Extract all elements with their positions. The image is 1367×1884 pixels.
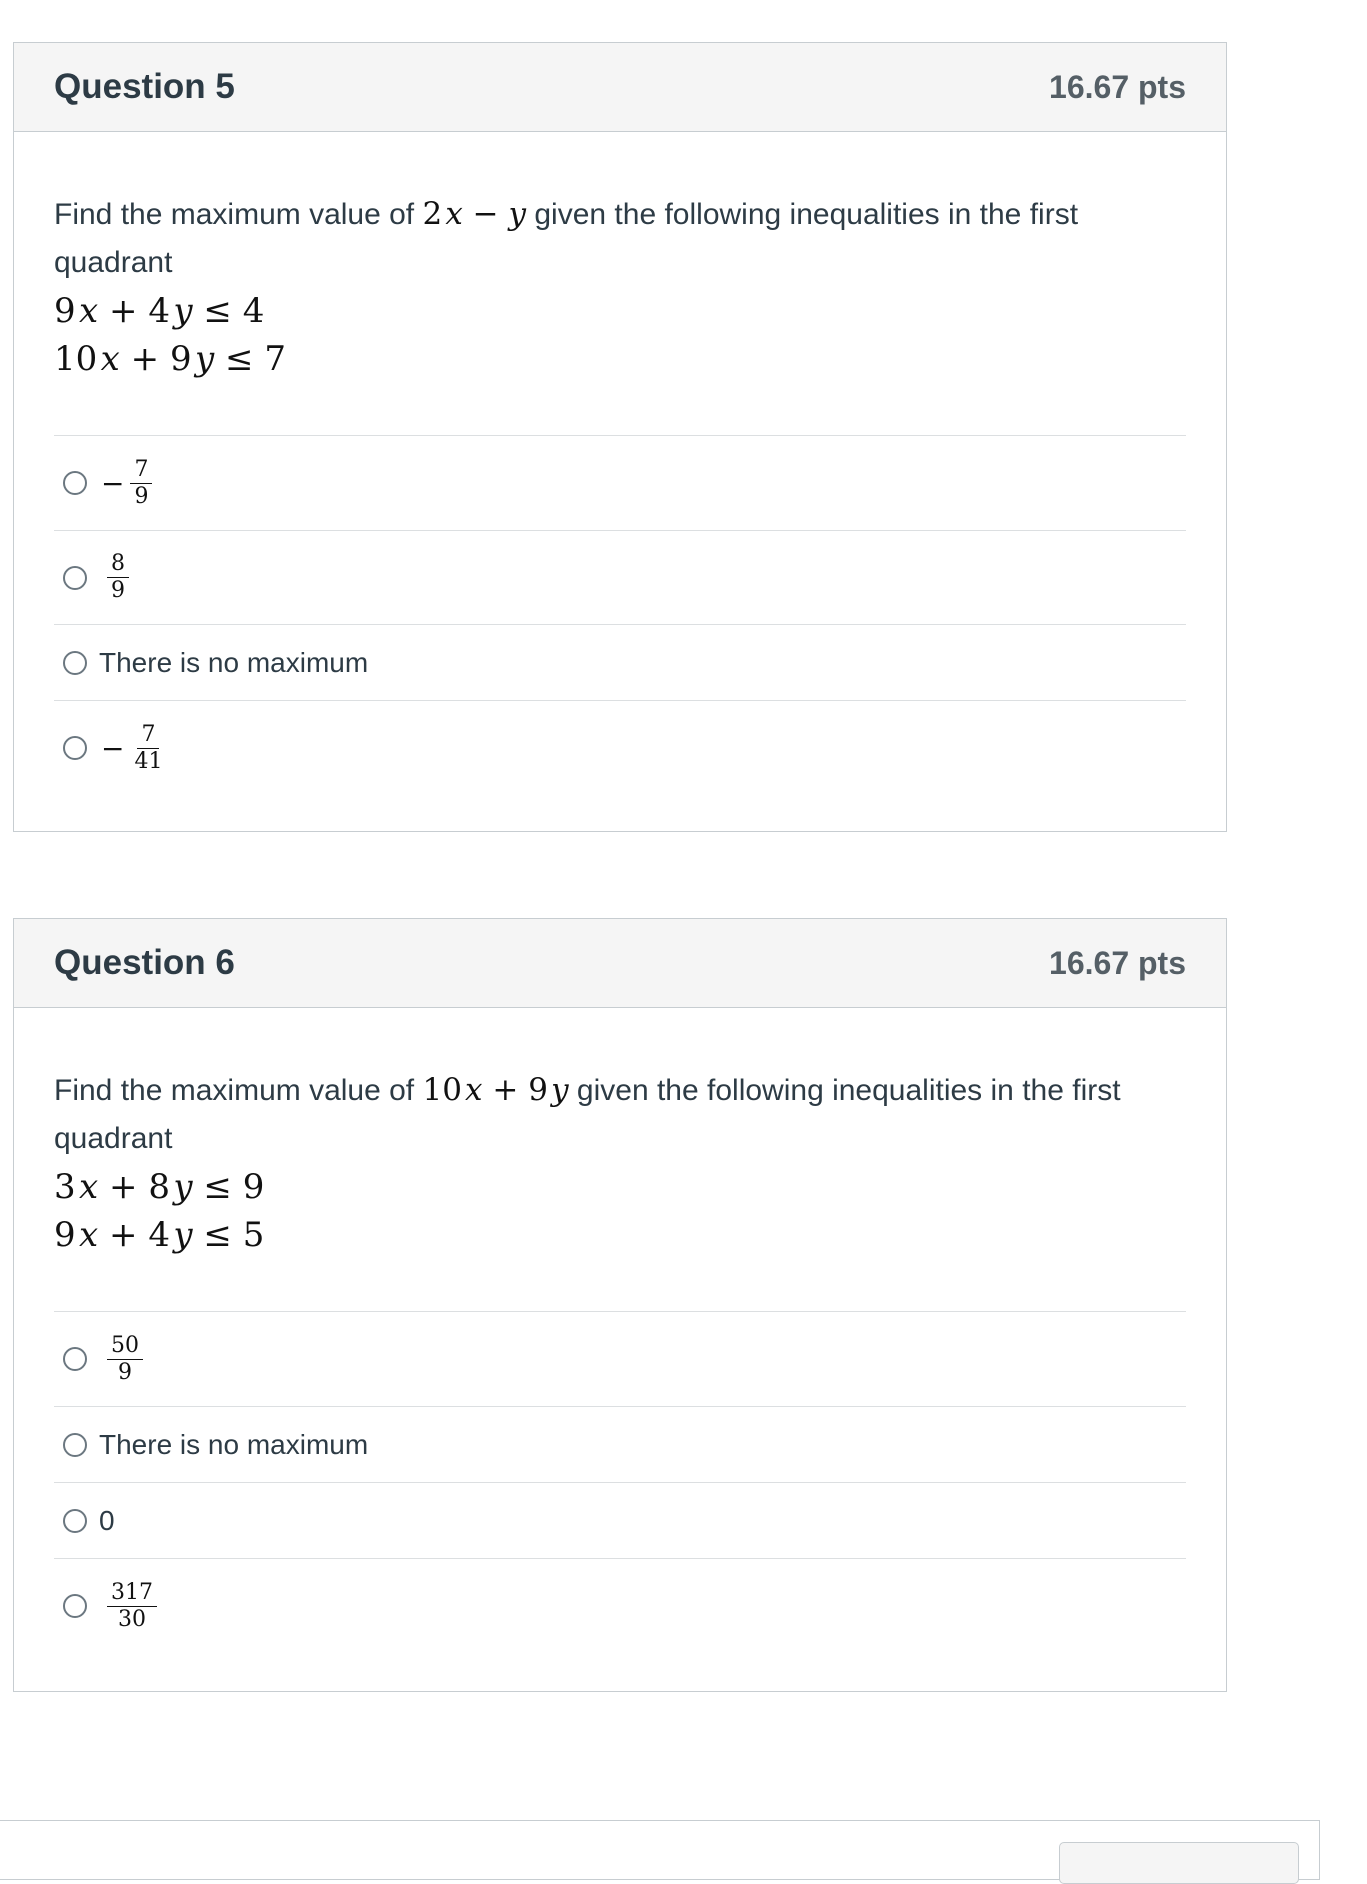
- answer-option[interactable]: [54, 701, 1186, 795]
- radio-button[interactable]: [63, 1594, 87, 1618]
- answer-fraction: $\frac{8}{9}$: [101, 551, 129, 604]
- question-text: [54, 190, 1186, 287]
- answer-option[interactable]: [54, 1483, 1186, 1559]
- answer-text: There is no maximum: [99, 1428, 369, 1460]
- question-title: Question 5: [54, 67, 235, 106]
- question-header: [14, 43, 1226, 132]
- answer-list: [54, 1311, 1186, 1653]
- objective-expression: 2 x − y: [422, 196, 527, 232]
- question-card-6: [13, 918, 1227, 1692]
- answer-option[interactable]: [54, 1559, 1186, 1653]
- question-title: Question 6: [54, 943, 235, 982]
- question-text-prefix: Find the maximum value of: [54, 1074, 415, 1107]
- question-points: 16.67 pts: [1049, 944, 1186, 981]
- radio-button[interactable]: [63, 566, 87, 590]
- answer-text: There is no maximum: [99, 646, 369, 678]
- radio-button[interactable]: [63, 1433, 87, 1457]
- answer-option[interactable]: [54, 1312, 1186, 1407]
- constraint-2: 10 x + 9 y ≤ 7: [54, 339, 286, 379]
- radio-button[interactable]: [63, 1347, 87, 1371]
- radio-button[interactable]: [63, 651, 87, 675]
- constraint-2: 9 x + 4 y ≤ 5: [54, 1215, 265, 1255]
- question-header: [14, 919, 1226, 1008]
- answer-fraction: $\frac{50}{9}$: [101, 1333, 143, 1386]
- answer-fraction: $\frac{317}{30}$: [101, 1580, 157, 1633]
- question-text: [54, 1066, 1186, 1163]
- constraint-1: 3 x + 8 y ≤ 9: [54, 1167, 265, 1207]
- question-body: [14, 1008, 1226, 1653]
- answer-option[interactable]: [54, 436, 1186, 531]
- footer-button[interactable]: [1059, 1842, 1299, 1884]
- answer-option[interactable]: [54, 1407, 1186, 1483]
- question-text-suffix: given the following inequalities in the first quadrant: [54, 1074, 1121, 1155]
- answer-text: 0: [99, 1504, 115, 1536]
- answer-fraction: − $\frac{7}{9}$: [101, 457, 152, 510]
- answer-list: [54, 435, 1186, 795]
- radio-button[interactable]: [63, 736, 87, 760]
- radio-button[interactable]: [63, 471, 87, 495]
- question-points: 16.67 pts: [1049, 68, 1186, 105]
- question-text-suffix: given the following inequalities in the first quadrant: [54, 198, 1079, 279]
- constraint-1: 9 x + 4 y ≤ 4: [54, 291, 265, 331]
- question-body: [14, 132, 1226, 795]
- radio-button[interactable]: [63, 1509, 87, 1533]
- question-text-prefix: Find the maximum value of: [54, 198, 415, 231]
- answer-fraction: − $\frac{7}{41}$: [101, 721, 163, 774]
- answer-option[interactable]: [54, 625, 1186, 701]
- objective-expression: 10 x + 9 y: [422, 1072, 569, 1108]
- answer-option[interactable]: [54, 531, 1186, 625]
- question-card-5: [13, 42, 1227, 832]
